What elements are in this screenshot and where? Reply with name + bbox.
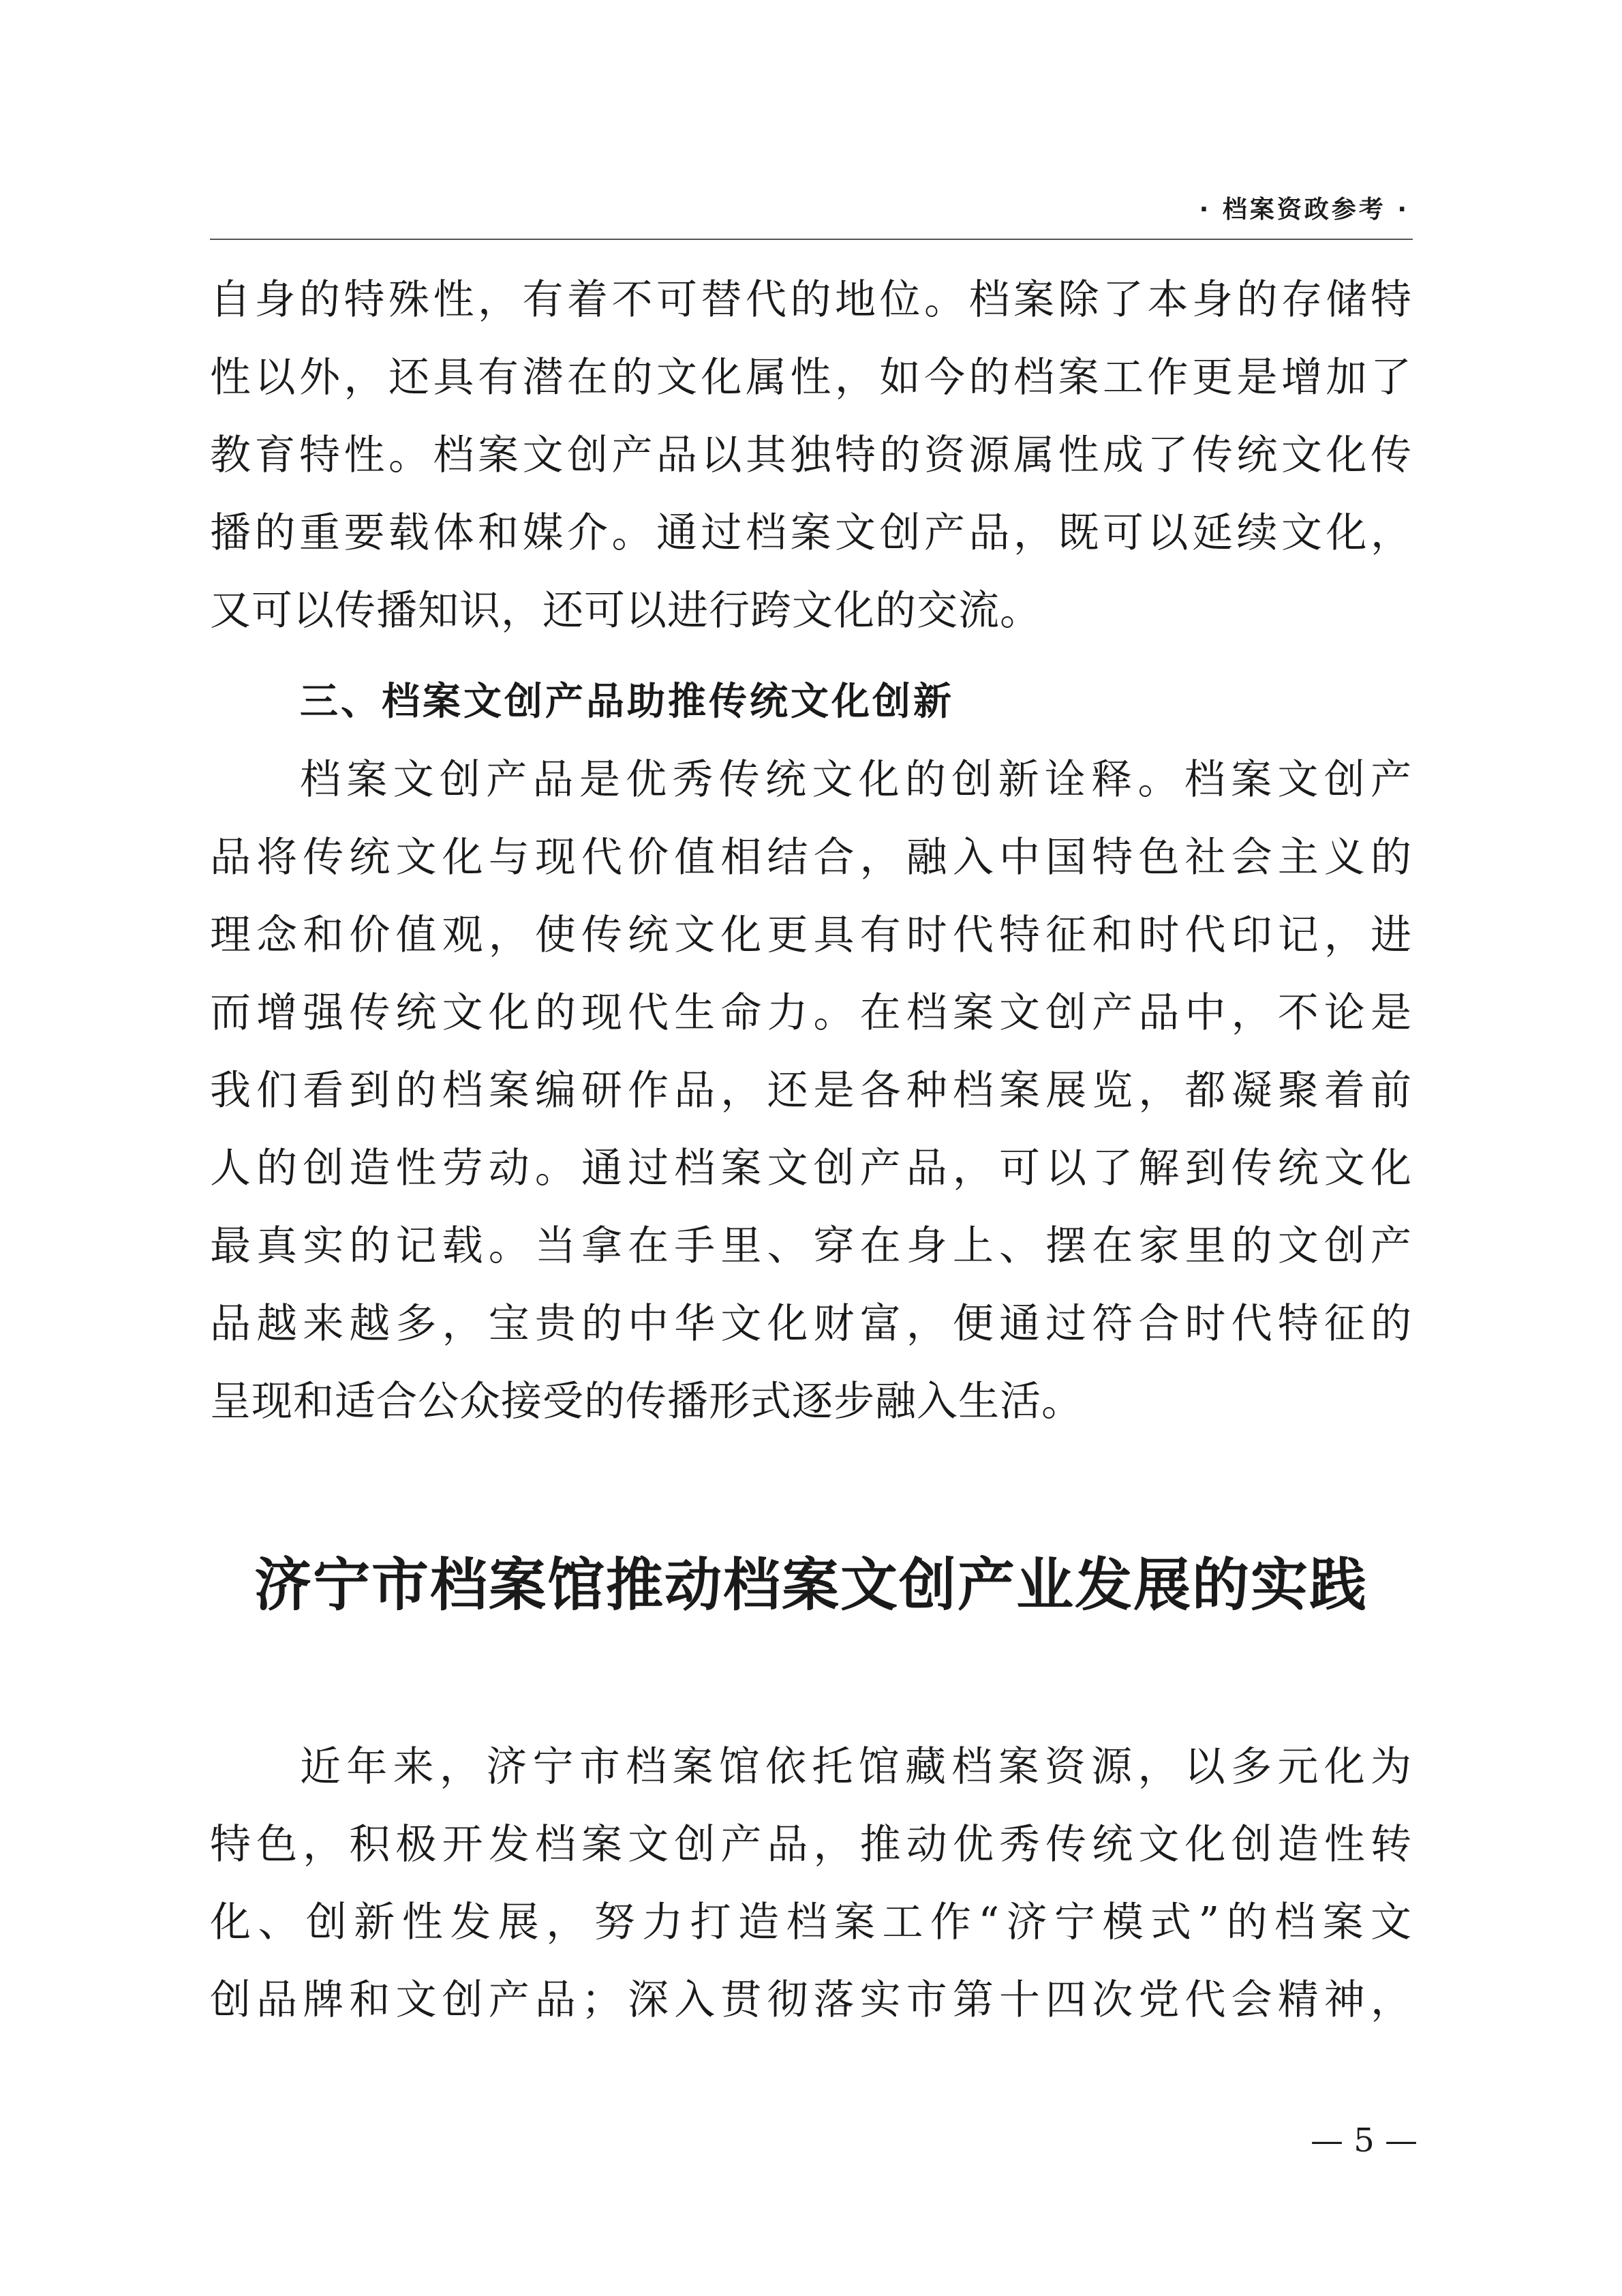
paragraph-line: 而增强传统文化的现代生命力。在档案文创产品中，不论是 [210, 989, 1412, 1037]
paragraph-line: 化、创新性发展，努力打造档案工作“济宁模式”的档案文 [210, 1899, 1412, 1946]
paragraph-line: 品越来越多，宝贵的中华文化财富，便通过符合时代特征的 [210, 1300, 1412, 1348]
paragraph-line: 特色，积极开发档案文创产品，推动优秀传统文化创造性转 [210, 1821, 1412, 1869]
paragraph-line: 近年来，济宁市档案馆依托馆藏档案资源，以多元化为 [300, 1743, 1412, 1791]
paragraph-line: 理念和价值观，使传统文化更具有时代特征和时代印记，进 [210, 911, 1412, 959]
paragraph-line: 档案文创产品是优秀传统文化的创新诠释。档案文创产 [300, 756, 1412, 804]
article-title: 济宁市档案馆推动档案文创产业发展的实践 [254, 1551, 1368, 1618]
paragraph-line: 自身的特殊性，有着不可替代的地位。档案除了本身的存储特 [210, 276, 1412, 324]
section-heading: 三、档案文创产品助推传统文化创新 [300, 680, 954, 724]
paragraph-line: 又可以传播知识，还可以进行跨文化的交流。 [210, 587, 1041, 635]
paragraph-line: 我们看到的档案编研作品，还是各种档案展览，都凝聚着前 [210, 1067, 1412, 1115]
paragraph-line: 教育特性。档案文创产品以其独特的资源属性成了传统文化传 [210, 432, 1412, 479]
paragraph-line: 人的创造性劳动。通过档案文创产品，可以了解到传统文化 [210, 1145, 1412, 1192]
running-header: · 档案资政参考 · [1199, 196, 1409, 224]
header-divider [210, 239, 1413, 240]
paragraph-line: 播的重要载体和媒介。通过档案文创产品，既可以延续文化， [210, 509, 1412, 557]
paragraph-line: 性以外，还具有潜在的文化属性，如今的档案工作更是增加了 [210, 354, 1412, 402]
page-number: — 5 — [1310, 2121, 1418, 2160]
paragraph-line: 品将传统文化与现代价值相结合，融入中国特色社会主义的 [210, 834, 1412, 881]
paragraph-line: 创品牌和文创产品；深入贯彻落实市第十四次党代会精神， [210, 1976, 1412, 2024]
paragraph-line: 呈现和适合公众接受的传播形式逐步融入生活。 [210, 1378, 1083, 1425]
paragraph-line: 最真实的记载。当拿在手里、穿在身上、摆在家里的文创产 [210, 1222, 1412, 1270]
